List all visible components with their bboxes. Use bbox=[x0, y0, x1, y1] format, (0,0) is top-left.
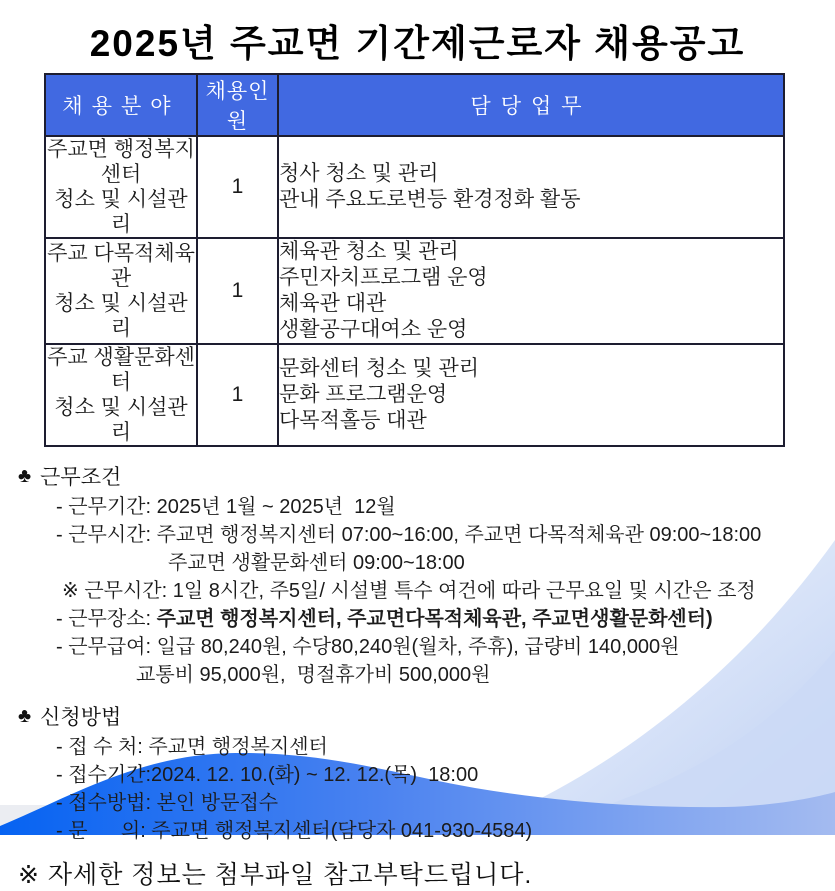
duty-line: 다목적홀등 대관 bbox=[279, 409, 427, 432]
apply-contact-line bbox=[56, 820, 835, 843]
line-text: 교통비 95,000원, 명절휴가비 500,000원 bbox=[136, 664, 491, 686]
line-text-bold: 주교면 행정복지센터, 주교면다목적체육관, 주교면생활문화센터) bbox=[156, 608, 713, 630]
col-header-count: 채용인원 bbox=[197, 74, 278, 136]
line-text: - 근무기간: 2025년 1월 ~ 2025년 12월 bbox=[56, 496, 396, 518]
line-text: - 접 수 처: 주교면 행정복지센터 bbox=[56, 736, 328, 758]
count-cell: 1 bbox=[197, 136, 278, 238]
duties-cell bbox=[278, 136, 784, 238]
duty-line: 청사 청소 및 관리 bbox=[279, 162, 439, 185]
section-heading bbox=[18, 461, 835, 491]
work-pay-line bbox=[56, 636, 835, 659]
line-text: ※ 근무시간: 1일 8시간, 주5일/ 시설별 특수 여건에 따라 근무요일 및 시간은 조정 bbox=[62, 580, 756, 602]
line-text: - 접수방법: 본인 방문접수 bbox=[56, 792, 279, 814]
table-row bbox=[45, 344, 784, 446]
club-bullet-icon: ♣ bbox=[18, 704, 32, 727]
recruitment-table bbox=[44, 73, 785, 447]
field-line: 주교 다목적체육관 bbox=[47, 242, 195, 290]
duty-line: 체육관 청소 및 관리 bbox=[279, 240, 459, 263]
section-heading bbox=[18, 701, 835, 731]
duty-line: 주민자치프로그램 운영 bbox=[279, 266, 488, 289]
field-line: 청소 및 시설관리 bbox=[54, 292, 188, 340]
duty-line: 문화 프로그램운영 bbox=[279, 383, 448, 406]
field-line: 주교 생활문화센터 bbox=[47, 346, 195, 394]
col-header-field: 채용분야 bbox=[45, 74, 197, 136]
field-line: 주교면 행정복지센터 bbox=[47, 138, 195, 186]
field-cell bbox=[45, 238, 197, 344]
duty-line: 문화센터 청소 및 관리 bbox=[279, 357, 480, 380]
duty-line: 관내 주요도로변등 환경정화 활동 bbox=[279, 188, 581, 211]
work-pay-continued-line bbox=[136, 664, 835, 687]
duty-line: 생활공구대여소 운영 bbox=[279, 318, 468, 341]
line-text: - 근무급여: 일급 80,240원, 수당80,240원(월차, 주휴), 급량비 140,000원 bbox=[56, 636, 680, 658]
line-text: - 근무시간: 주교면 행정복지센터 07:00~16:00, 주교면 다목적체육관 09:00~18:00 bbox=[56, 524, 762, 546]
attachment-note: ※ 자세한 정보는 첨부파일 참고부탁드립니다. bbox=[18, 861, 533, 889]
col-header-duties: 담당업무 bbox=[278, 74, 784, 136]
count-cell: 1 bbox=[197, 344, 278, 446]
apply-method-line bbox=[56, 792, 835, 815]
count-cell: 1 bbox=[197, 238, 278, 344]
section-heading-label: 근무조건 bbox=[40, 466, 122, 489]
page-title: 2025년 주교면 기간제근로자 채용공고 bbox=[89, 23, 746, 64]
line-text: - 접수기간:2024. 12. 10.(화) ~ 12. 12.(목) 18:00 bbox=[56, 764, 479, 786]
table-row bbox=[45, 136, 784, 238]
field-cell bbox=[45, 136, 197, 238]
apply-period-line bbox=[56, 764, 835, 787]
application-section bbox=[18, 701, 835, 843]
duties-cell bbox=[278, 344, 784, 446]
apply-office-line bbox=[56, 736, 835, 759]
work-hours-line bbox=[56, 524, 835, 547]
line-text: 주교면 생활문화센터 09:00~18:00 bbox=[168, 552, 465, 574]
duties-cell bbox=[278, 238, 784, 344]
work-place-line bbox=[56, 608, 835, 631]
field-line: 청소 및 시설관리 bbox=[54, 396, 188, 444]
line-text: - 근무장소: bbox=[56, 608, 157, 630]
duty-line: 체육관 대관 bbox=[279, 292, 387, 315]
field-line: 청소 및 시설관리 bbox=[54, 188, 188, 236]
club-bullet-icon: ♣ bbox=[18, 464, 32, 487]
line-text: - 문 의: 주교면 행정복지센터(담당자 041-930-4584) bbox=[56, 820, 533, 842]
table-row bbox=[45, 238, 784, 344]
work-hours-continued-line bbox=[168, 552, 835, 575]
field-cell bbox=[45, 344, 197, 446]
work-hours-note-line bbox=[62, 580, 835, 603]
work-conditions-section bbox=[18, 461, 835, 687]
section-heading-label: 신청방법 bbox=[40, 706, 122, 729]
table-header-row bbox=[45, 74, 784, 136]
work-period-line bbox=[56, 496, 835, 519]
